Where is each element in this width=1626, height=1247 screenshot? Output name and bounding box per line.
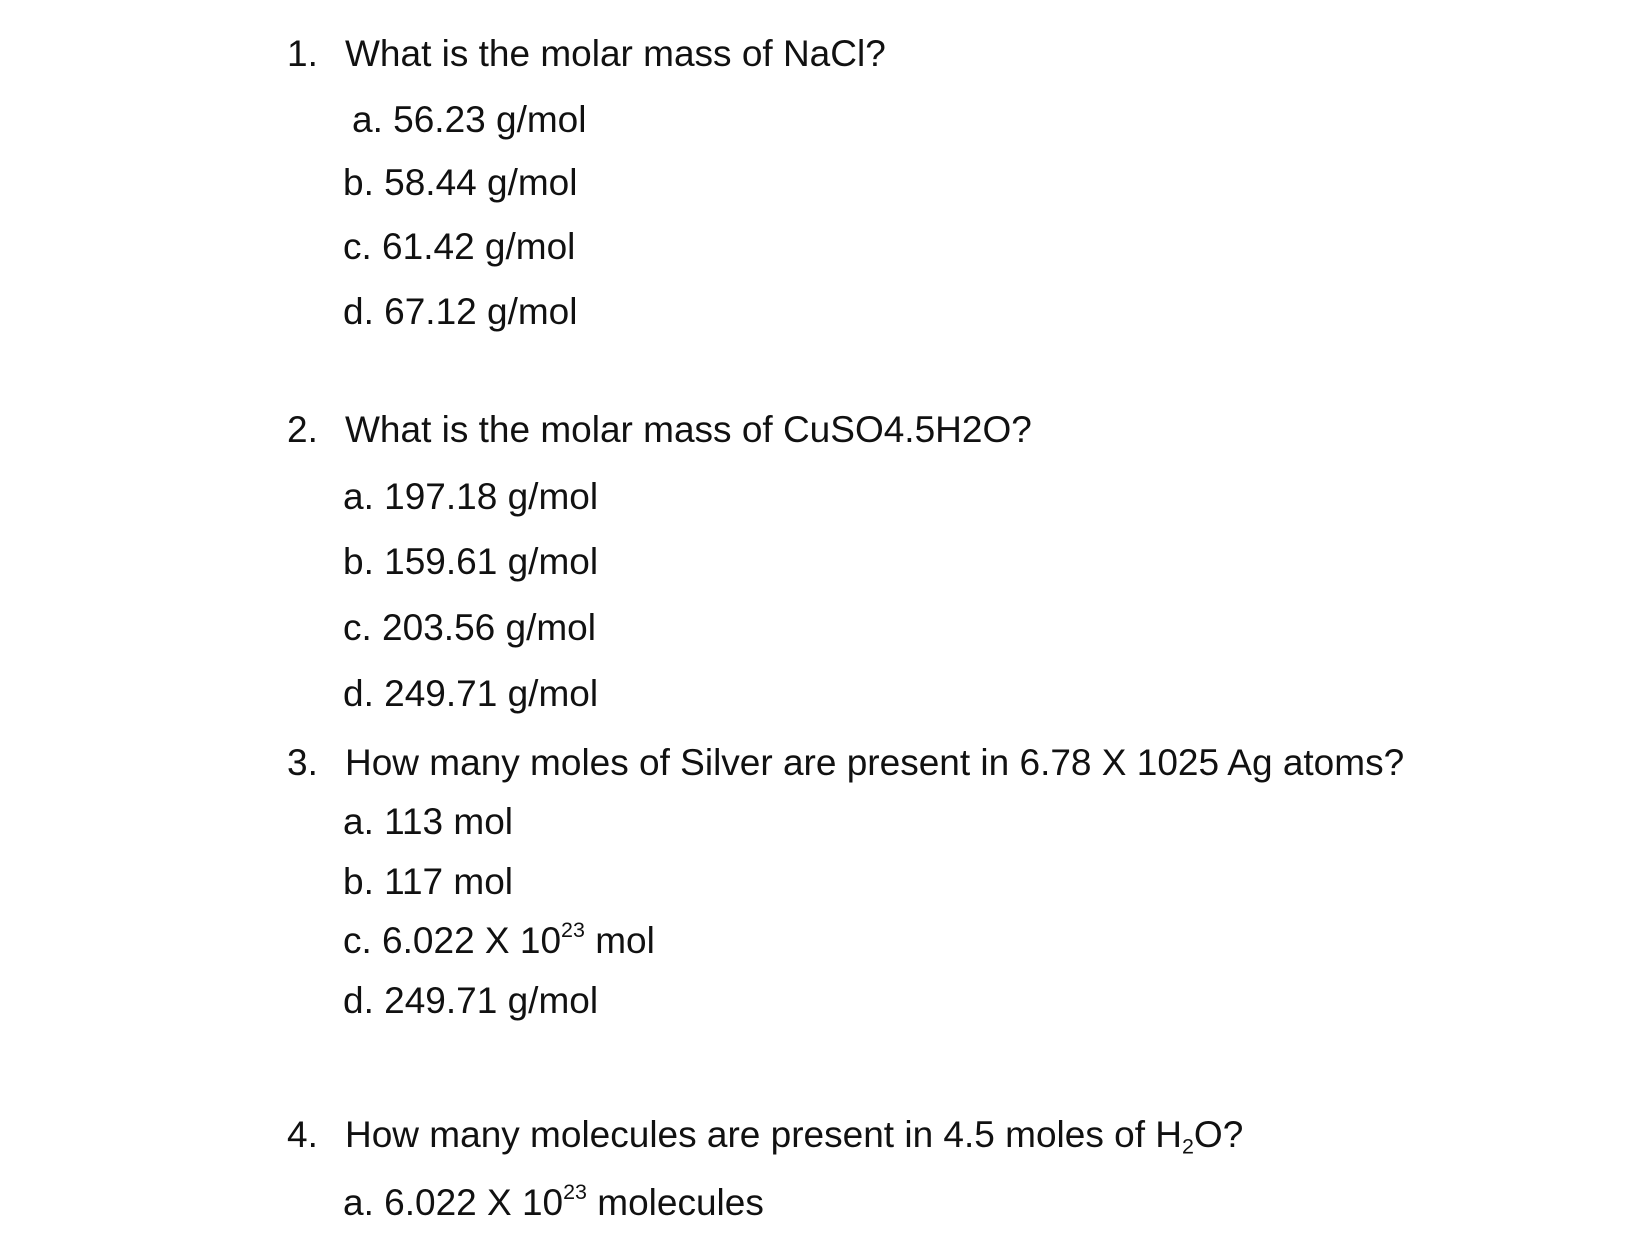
option-d: d. 249.71 g/mol [343, 980, 599, 1021]
option-base: a. 6.022 X 10 [343, 1182, 564, 1223]
option-exponent: 23 [561, 917, 585, 942]
option-unit: mol [584, 920, 655, 961]
question-number: 2. [287, 409, 318, 450]
question-text: How many moles of Silver are present in 6.78 X 1025 Ag atoms? [345, 742, 1405, 783]
option-d: d. 249.71 g/mol [343, 673, 599, 714]
option-base: c. 6.022 X 10 [343, 920, 562, 961]
option-c: c. 203.56 g/mol [343, 607, 596, 648]
question-text-before: How many molecules are present in 4.5 moles of H [345, 1114, 1182, 1155]
option-c [343, 919, 655, 963]
option-c: c. 61.42 g/mol [343, 226, 576, 267]
option-a: a. 197.18 g/mol [343, 476, 599, 517]
question-subscript: 2 [1181, 1134, 1194, 1159]
question-text: What is the molar mass of NaCl? [345, 33, 886, 74]
question-number: 3. [287, 742, 318, 783]
option-b: b. 159.61 g/mol [343, 541, 599, 582]
option-a: a. 113 mol [343, 801, 514, 842]
option-b: b. 117 mol [343, 861, 514, 902]
option-b: b. 58.44 g/mol [343, 162, 578, 203]
question-number: 4. [287, 1114, 318, 1155]
question-text: What is the molar mass of CuSO4.5H2O? [345, 409, 1032, 450]
option-d: d. 67.12 g/mol [343, 291, 578, 332]
option-exponent: 23 [563, 1179, 587, 1204]
option-a: a. 56.23 g/mol [352, 99, 587, 140]
question-text-after: O? [1193, 1114, 1244, 1155]
option-unit: molecules [587, 1182, 764, 1223]
question-number: 1. [287, 33, 318, 74]
option-a [343, 1181, 764, 1225]
question-text [345, 1113, 1243, 1157]
